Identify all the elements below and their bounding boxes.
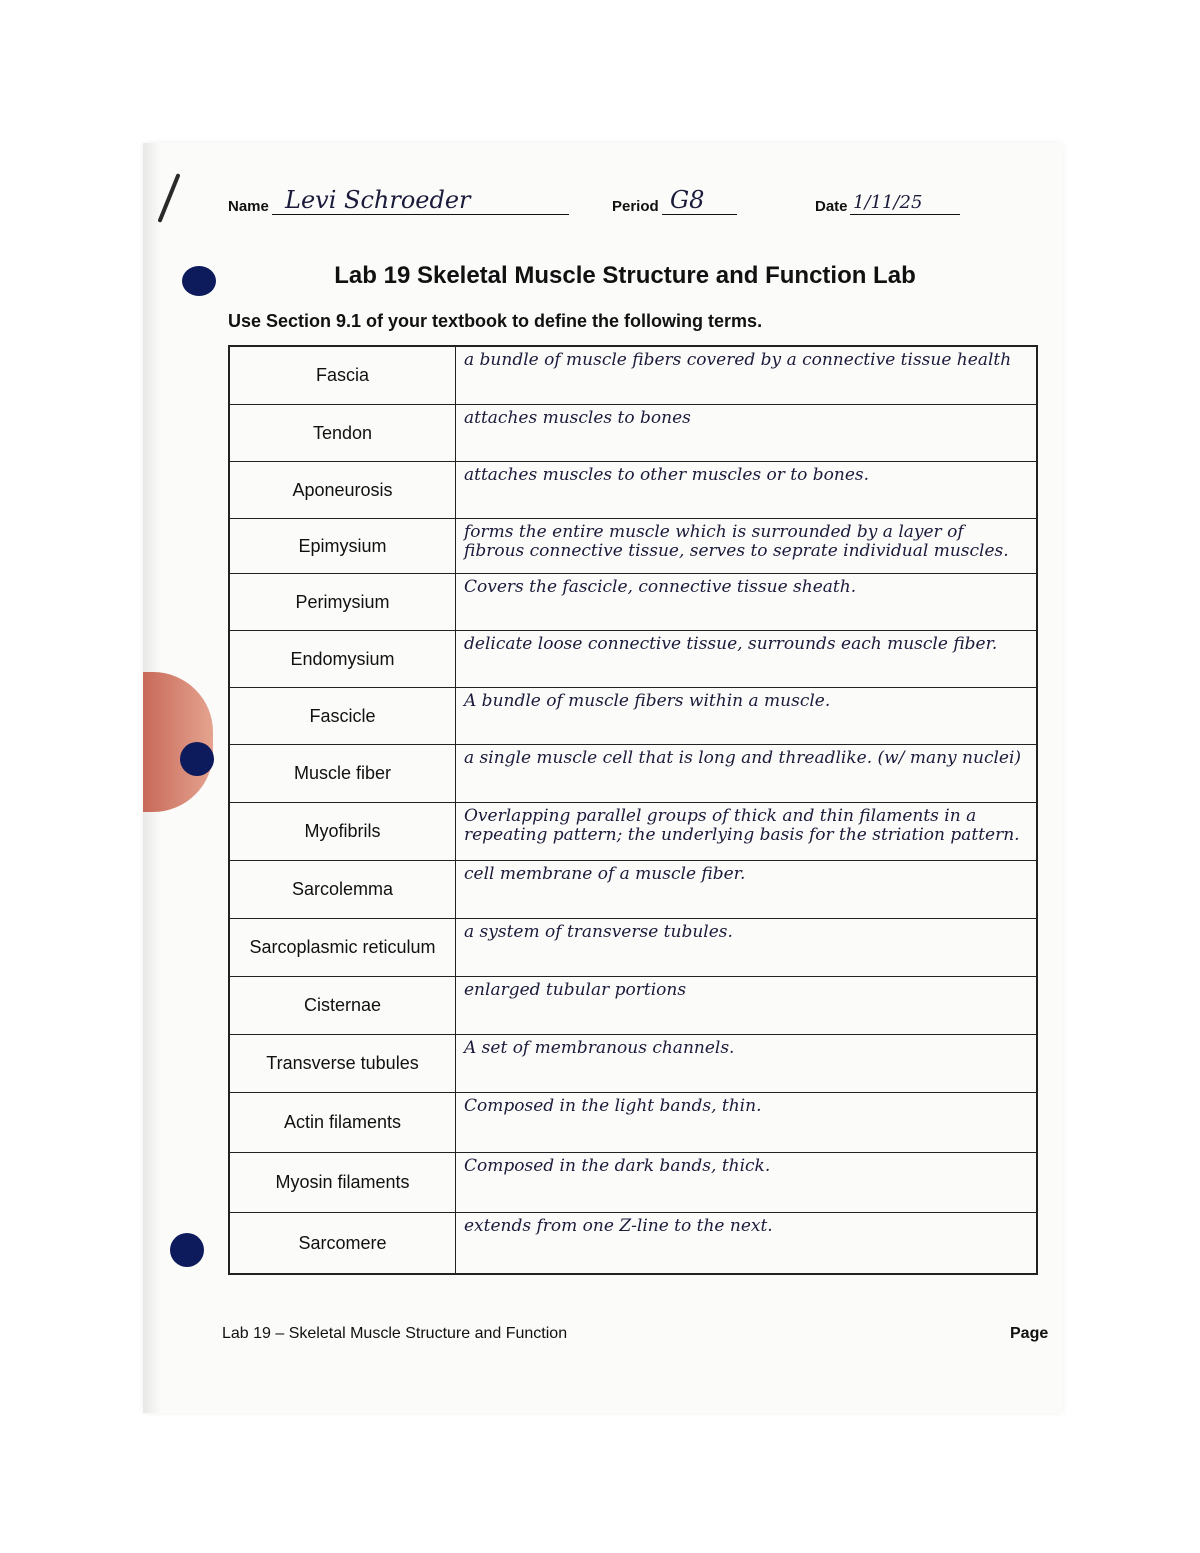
term-label: Tendon	[230, 405, 456, 461]
term-definition: Overlapping parallel groups of thick and thin filaments in a repeating pattern; the underlying basis for the striation pattern.	[464, 806, 1020, 845]
term-row	[230, 861, 1036, 919]
term-row	[230, 631, 1036, 688]
footer-page: Page	[1010, 1325, 1049, 1342]
binder-hole-bottom	[170, 1233, 204, 1267]
binder-hole-middle	[180, 742, 214, 776]
term-definition: enlarged tubular portions	[464, 980, 687, 1000]
terms-table	[228, 345, 1038, 1275]
period-label: Period	[612, 198, 659, 215]
term-definition: A set of membranous channels.	[464, 1038, 735, 1058]
period-value: G8	[670, 186, 705, 214]
term-definition: forms the entire muscle which is surrounded by a layer of fibrous connective tissue, serves to seprate individual muscles.	[464, 522, 1009, 561]
worksheet-title: Lab 19 Skeletal Muscle Structure and Function Lab	[334, 262, 916, 289]
term-label: Fascia	[230, 347, 456, 404]
term-label: Transverse tubules	[230, 1035, 456, 1092]
term-definition: cell membrane of a muscle fiber.	[464, 864, 746, 884]
term-definition: Covers the fascicle, connective tissue sheath.	[464, 577, 857, 597]
term-row	[230, 745, 1036, 803]
term-definition: attaches muscles to other muscles or to bones.	[464, 465, 870, 485]
term-label: Myofibrils	[230, 803, 456, 860]
term-label: Sarcolemma	[230, 861, 456, 918]
date-label: Date	[815, 198, 848, 215]
date-value: 1/11/25	[853, 192, 923, 213]
term-row	[230, 519, 1036, 574]
term-label: Actin filaments	[230, 1093, 456, 1152]
term-label: Sarcomere	[230, 1213, 456, 1273]
term-row	[230, 347, 1036, 405]
term-definition: a bundle of muscle fibers covered by a connective tissue health	[464, 350, 1012, 370]
term-row	[230, 1035, 1036, 1093]
term-row	[230, 803, 1036, 861]
term-definition: attaches muscles to bones	[464, 408, 691, 428]
footer-title: Lab 19 – Skeletal Muscle Structure and Function	[222, 1325, 568, 1342]
term-label: Sarcoplasmic reticulum	[230, 919, 456, 976]
term-definition: Composed in the dark bands, thick.	[464, 1156, 771, 1176]
name-label: Name	[228, 198, 269, 215]
term-label: Endomysium	[230, 631, 456, 687]
term-label: Muscle fiber	[230, 745, 456, 802]
term-label: Perimysium	[230, 574, 456, 630]
term-row	[230, 919, 1036, 977]
term-label: Epimysium	[230, 519, 456, 573]
term-row	[230, 688, 1036, 745]
term-definition: A bundle of muscle fibers within a muscle.	[464, 691, 831, 711]
term-row	[230, 1153, 1036, 1213]
term-definition: a single muscle cell that is long and threadlike. (w/ many nuclei)	[464, 748, 1022, 768]
term-definition: a system of transverse tubules.	[464, 922, 733, 942]
term-row	[230, 405, 1036, 462]
name-value: Levi Schroeder	[285, 186, 471, 214]
term-row	[230, 574, 1036, 631]
term-label: Aponeurosis	[230, 462, 456, 518]
term-row	[230, 1213, 1036, 1273]
term-definition: extends from one Z-line to the next.	[464, 1216, 773, 1236]
term-row	[230, 1093, 1036, 1153]
instructions: Use Section 9.1 of your textbook to define the following terms.	[228, 311, 763, 331]
term-label: Myosin filaments	[230, 1153, 456, 1212]
term-row	[230, 462, 1036, 519]
term-row	[230, 977, 1036, 1035]
term-label: Fascicle	[230, 688, 456, 744]
term-label: Cisternae	[230, 977, 456, 1034]
term-definition: Composed in the light bands, thin.	[464, 1096, 762, 1116]
term-definition: delicate loose connective tissue, surrounds each muscle fiber.	[464, 634, 998, 654]
